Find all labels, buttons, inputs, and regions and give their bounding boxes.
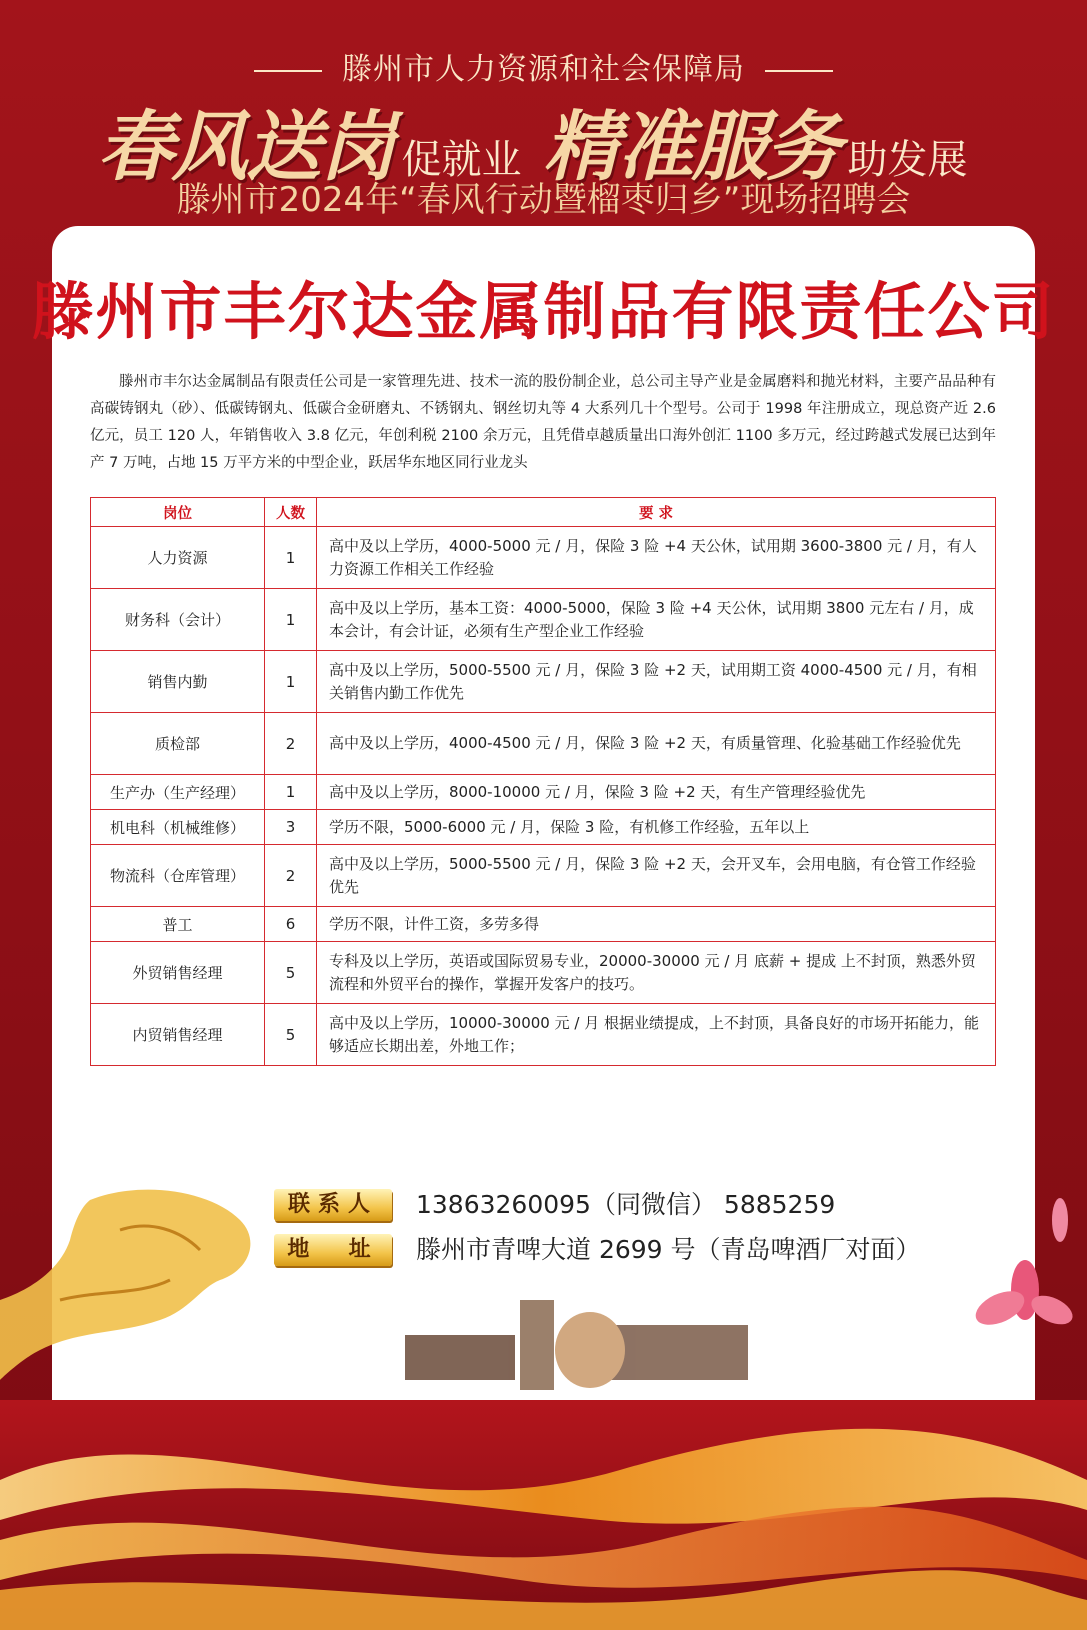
table-row: [91, 1004, 996, 1066]
lotus-flower: [971, 1198, 1077, 1332]
company-intro: 滕州市丰尔达金属制品有限责任公司是一家管理先进、技术一流的股份制企业，总公司主导产业是金属磨料和抛光材料，主要产品品种有高碳铸钢丸（砂）、低碳铸钢丸、低碳合金研磨丸、不锈钢丸、钢丝切丸等 4 大系列几十个型号。公司于 1998 年注册成立，现总资产近 2.6 亿元，员工 120 人，年销售收入 3.8 亿元，年创利税 2100 余万元，且凭借卓越质量出口海外创汇 1100 多万元，经过跨越式发展已达到年产 7 万吨，占地 15 万平方米的中型企业，跃居华东地区同行业龙头: [90, 374, 996, 471]
row-requirement: 学历不限，5000-6000 元 / 月，保险 3 险，有机修工作经验，五年以上: [317, 810, 996, 845]
slogan-1-big: 春风送岗: [97, 102, 394, 191]
row-position: 机电科（机械维修）: [91, 810, 265, 845]
row-position: 财务科（会计）: [91, 589, 265, 651]
row-requirement: 高中及以上学历，8000-10000 元 / 月，保险 3 险 +2 天，有生产管理经验优先: [317, 775, 996, 810]
row-requirement: 高中及以上学历，4000-5000 元 / 月，保险 3 险 +4 天公休，试用期 3600-3800 元 / 月，有人力资源工作相关工作经验: [317, 527, 996, 589]
row-position: 人力资源: [91, 527, 265, 589]
table-header-row: [91, 498, 996, 527]
row-count: 1: [265, 651, 317, 713]
row-position: 生产办（生产经理）: [91, 775, 265, 810]
table-row: [91, 713, 996, 775]
row-requirement: 高中及以上学历，5000-5500 元 / 月，保险 3 险 +2 天，会开叉车，会用电脑，有仓管工作经验优先: [317, 845, 996, 907]
company-name: 滕州市丰尔达金属制品有限责任公司: [31, 275, 1056, 348]
row-requirement: 学历不限，计件工资，多劳多得: [317, 907, 996, 942]
row-count: 5: [265, 942, 317, 1004]
dragon-head: [0, 1190, 250, 1380]
row-position: 物流科（仓库管理）: [91, 845, 265, 907]
table-row: [91, 527, 996, 589]
address-value: 滕州市青啤大道 2699 号（青岛啤酒厂对面）: [416, 1235, 921, 1264]
address-label: 地 址: [274, 1234, 392, 1266]
row-count: 6: [265, 907, 317, 942]
row-position: 普工: [91, 907, 265, 942]
contact-phone: 13863260095（同微信） 5885259: [416, 1190, 836, 1219]
row-position: 内贸销售经理: [91, 1004, 265, 1066]
event-title: 滕州市2024年“春风行动暨榴枣归乡”现场招聘会: [176, 180, 911, 220]
slogan-1-small: 促就业: [401, 137, 522, 183]
table-row: [91, 589, 996, 651]
organizer-line: [0, 44, 1087, 88]
row-requirement: 专科及以上学历，英语或国际贸易专业，20000-30000 元 / 月 底薪 + 提成 上不封顶，熟悉外贸流程和外贸平台的操作，掌握开发客户的技巧。: [317, 942, 996, 1004]
slogan-2-big: 精准服务: [543, 102, 840, 191]
table-row: [91, 775, 996, 810]
row-count: 2: [265, 845, 317, 907]
header-requirement: 要 求: [317, 498, 996, 527]
row-position: 质检部: [91, 713, 265, 775]
row-count: 3: [265, 810, 317, 845]
row-position: 外贸销售经理: [91, 942, 265, 1004]
left-dash: [254, 70, 322, 72]
row-requirement: 高中及以上学历，10000-30000 元 / 月 根据业绩提成，上不封顶，具备良好的市场开拓能力，能够适应长期出差，外地工作；: [317, 1004, 996, 1066]
row-requirement: 高中及以上学历，5000-5500 元 / 月，保险 3 险 +2 天，试用期工资 4000-4500 元 / 月，有相关销售内勤工作优先: [317, 651, 996, 713]
table-row: [91, 810, 996, 845]
row-position: 销售内勤: [91, 651, 265, 713]
contact-person-label: 联系人: [274, 1189, 392, 1221]
table-row: [91, 907, 996, 942]
right-dash: [765, 70, 833, 72]
table-row: [91, 651, 996, 713]
row-requirement: 高中及以上学历，基本工资：4000-5000，保险 3 险 +4 天公休，试用期 3800 元左右 / 月，成本会计，有会计证，必须有生产型企业工作经验: [317, 589, 996, 651]
organizer-name: 滕州市人力资源和社会保障局: [342, 52, 745, 87]
row-count: 1: [265, 589, 317, 651]
row-count: 5: [265, 1004, 317, 1066]
landmarks: [405, 1300, 748, 1390]
table-row: [91, 942, 996, 1004]
header-count: 人数: [265, 498, 317, 527]
table-row: [91, 845, 996, 907]
row-count: 1: [265, 775, 317, 810]
header-position: 岗位: [91, 498, 265, 527]
row-count: 2: [265, 713, 317, 775]
row-count: 1: [265, 527, 317, 589]
row-requirement: 高中及以上学历，4000-4500 元 / 月，保险 3 险 +2 天，有质量管理、化验基础工作经验优先: [317, 713, 996, 775]
slogan-2-small: 助发展: [847, 137, 968, 183]
jobs-table: [90, 497, 996, 1066]
